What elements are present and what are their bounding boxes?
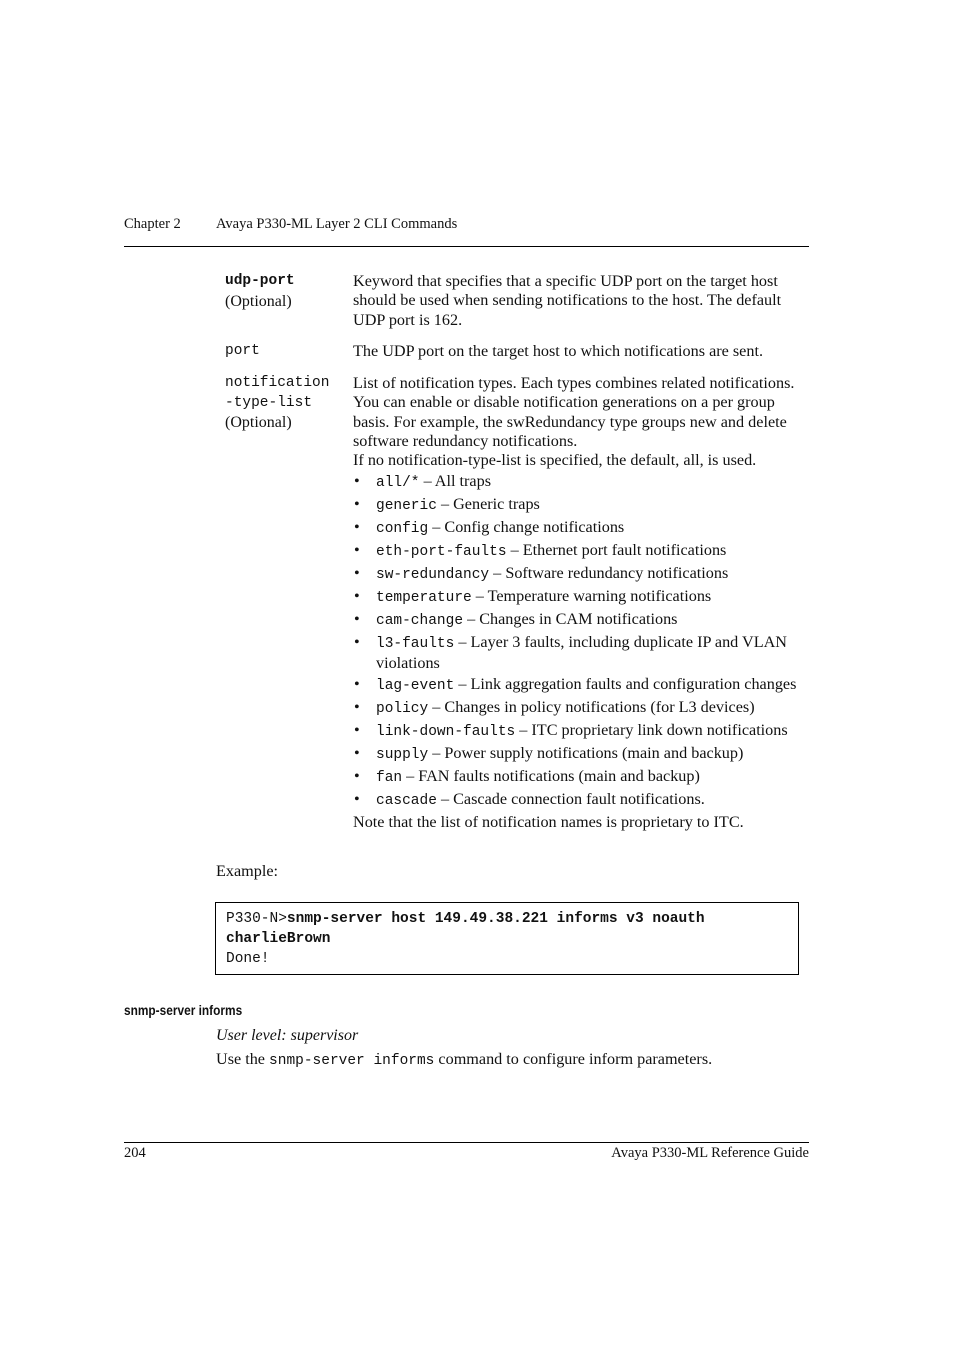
section-description: Use the snmp-server informs command to configure inform parameters.	[216, 1050, 713, 1069]
param-keyword-line1: notification	[225, 375, 330, 391]
param-keyword-line2: -type-list	[225, 394, 313, 411]
description-note: Note that the list of notification names is proprietary to ITC.	[353, 813, 744, 832]
description-text: The UDP port on the target host to which notifications are sent.	[353, 342, 763, 360]
section-heading: snmp-server informs	[124, 1003, 243, 1018]
list-item: • supply – Power supply notifications (main and backup)	[353, 744, 808, 765]
user-level: User level: supervisor	[216, 1027, 359, 1044]
page-number: 204	[124, 1145, 146, 1161]
list-item: • link-down-faults – ITC proprietary link down notifications	[353, 721, 808, 742]
example-code-box	[215, 902, 799, 975]
example-label: Example:	[216, 862, 279, 880]
param-qualifier: (Optional)	[225, 414, 292, 431]
param-notification-type-list	[225, 374, 350, 433]
chapter-number: Chapter 2	[124, 216, 181, 232]
param-udp-port	[225, 272, 350, 311]
list-item: • cascade – Cascade connection fault notifications.	[353, 790, 808, 811]
code-line	[226, 909, 705, 929]
cli-command: snmp-server host 149.49.38.221 informs v3 noauth	[286, 911, 705, 927]
description-default: If no notification-type-list is specified, the default, all, is used.	[353, 451, 757, 470]
description-text: Keyword that specifies that a specific UDP port on the target host should be used when sending notifications to the host. The default UDP port is 162.	[353, 272, 782, 329]
notification-types-list	[353, 472, 808, 811]
cli-output: Done!	[226, 951, 270, 967]
guide-title: Avaya P330-ML Reference Guide	[611, 1145, 809, 1161]
param-qualifier: (Optional)	[225, 292, 292, 310]
list-item: • temperature – Temperature warning notifications	[353, 587, 808, 608]
param-udp-port-description	[353, 272, 808, 330]
param-keyword: port	[225, 343, 260, 359]
list-item: • lag-event – Link aggregation faults and configuration changes	[353, 675, 808, 696]
list-item: • eth-port-faults – Ethernet port fault notifications	[353, 541, 808, 562]
footer-rule	[124, 1142, 809, 1143]
param-keyword: udp-port	[225, 273, 295, 289]
inline-command: snmp-server informs	[269, 1053, 435, 1069]
param-port-description	[353, 342, 808, 361]
header-rule	[124, 246, 809, 247]
list-item: • config – Config change notifications	[353, 518, 808, 539]
list-item: • l3-faults – Layer 3 faults, including duplicate IP and VLAN violations	[353, 633, 808, 673]
list-item: • fan – FAN faults notifications (main and backup)	[353, 767, 808, 788]
cli-command-continued: charlieBrown	[226, 931, 331, 947]
param-notification-type-list-description	[353, 374, 808, 832]
list-item: • sw-redundancy – Software redundancy notifications	[353, 564, 808, 585]
list-item: • generic – Generic traps	[353, 495, 808, 516]
cli-prompt: P330-N>	[226, 911, 287, 927]
chapter-title: Avaya P330-ML Layer 2 CLI Commands	[216, 216, 458, 232]
param-port	[225, 342, 350, 362]
list-item: • policy – Changes in policy notifications (for L3 devices)	[353, 698, 808, 719]
list-item: • all/* – All traps	[353, 472, 808, 493]
list-item: • cam-change – Changes in CAM notifications	[353, 610, 808, 631]
description-intro: List of notification types. Each types combines related notifications. You can enable or disable notification generations on a per group basis. For example, the swRedundancy type groups new and delete software redundancy notifications.	[353, 374, 795, 450]
